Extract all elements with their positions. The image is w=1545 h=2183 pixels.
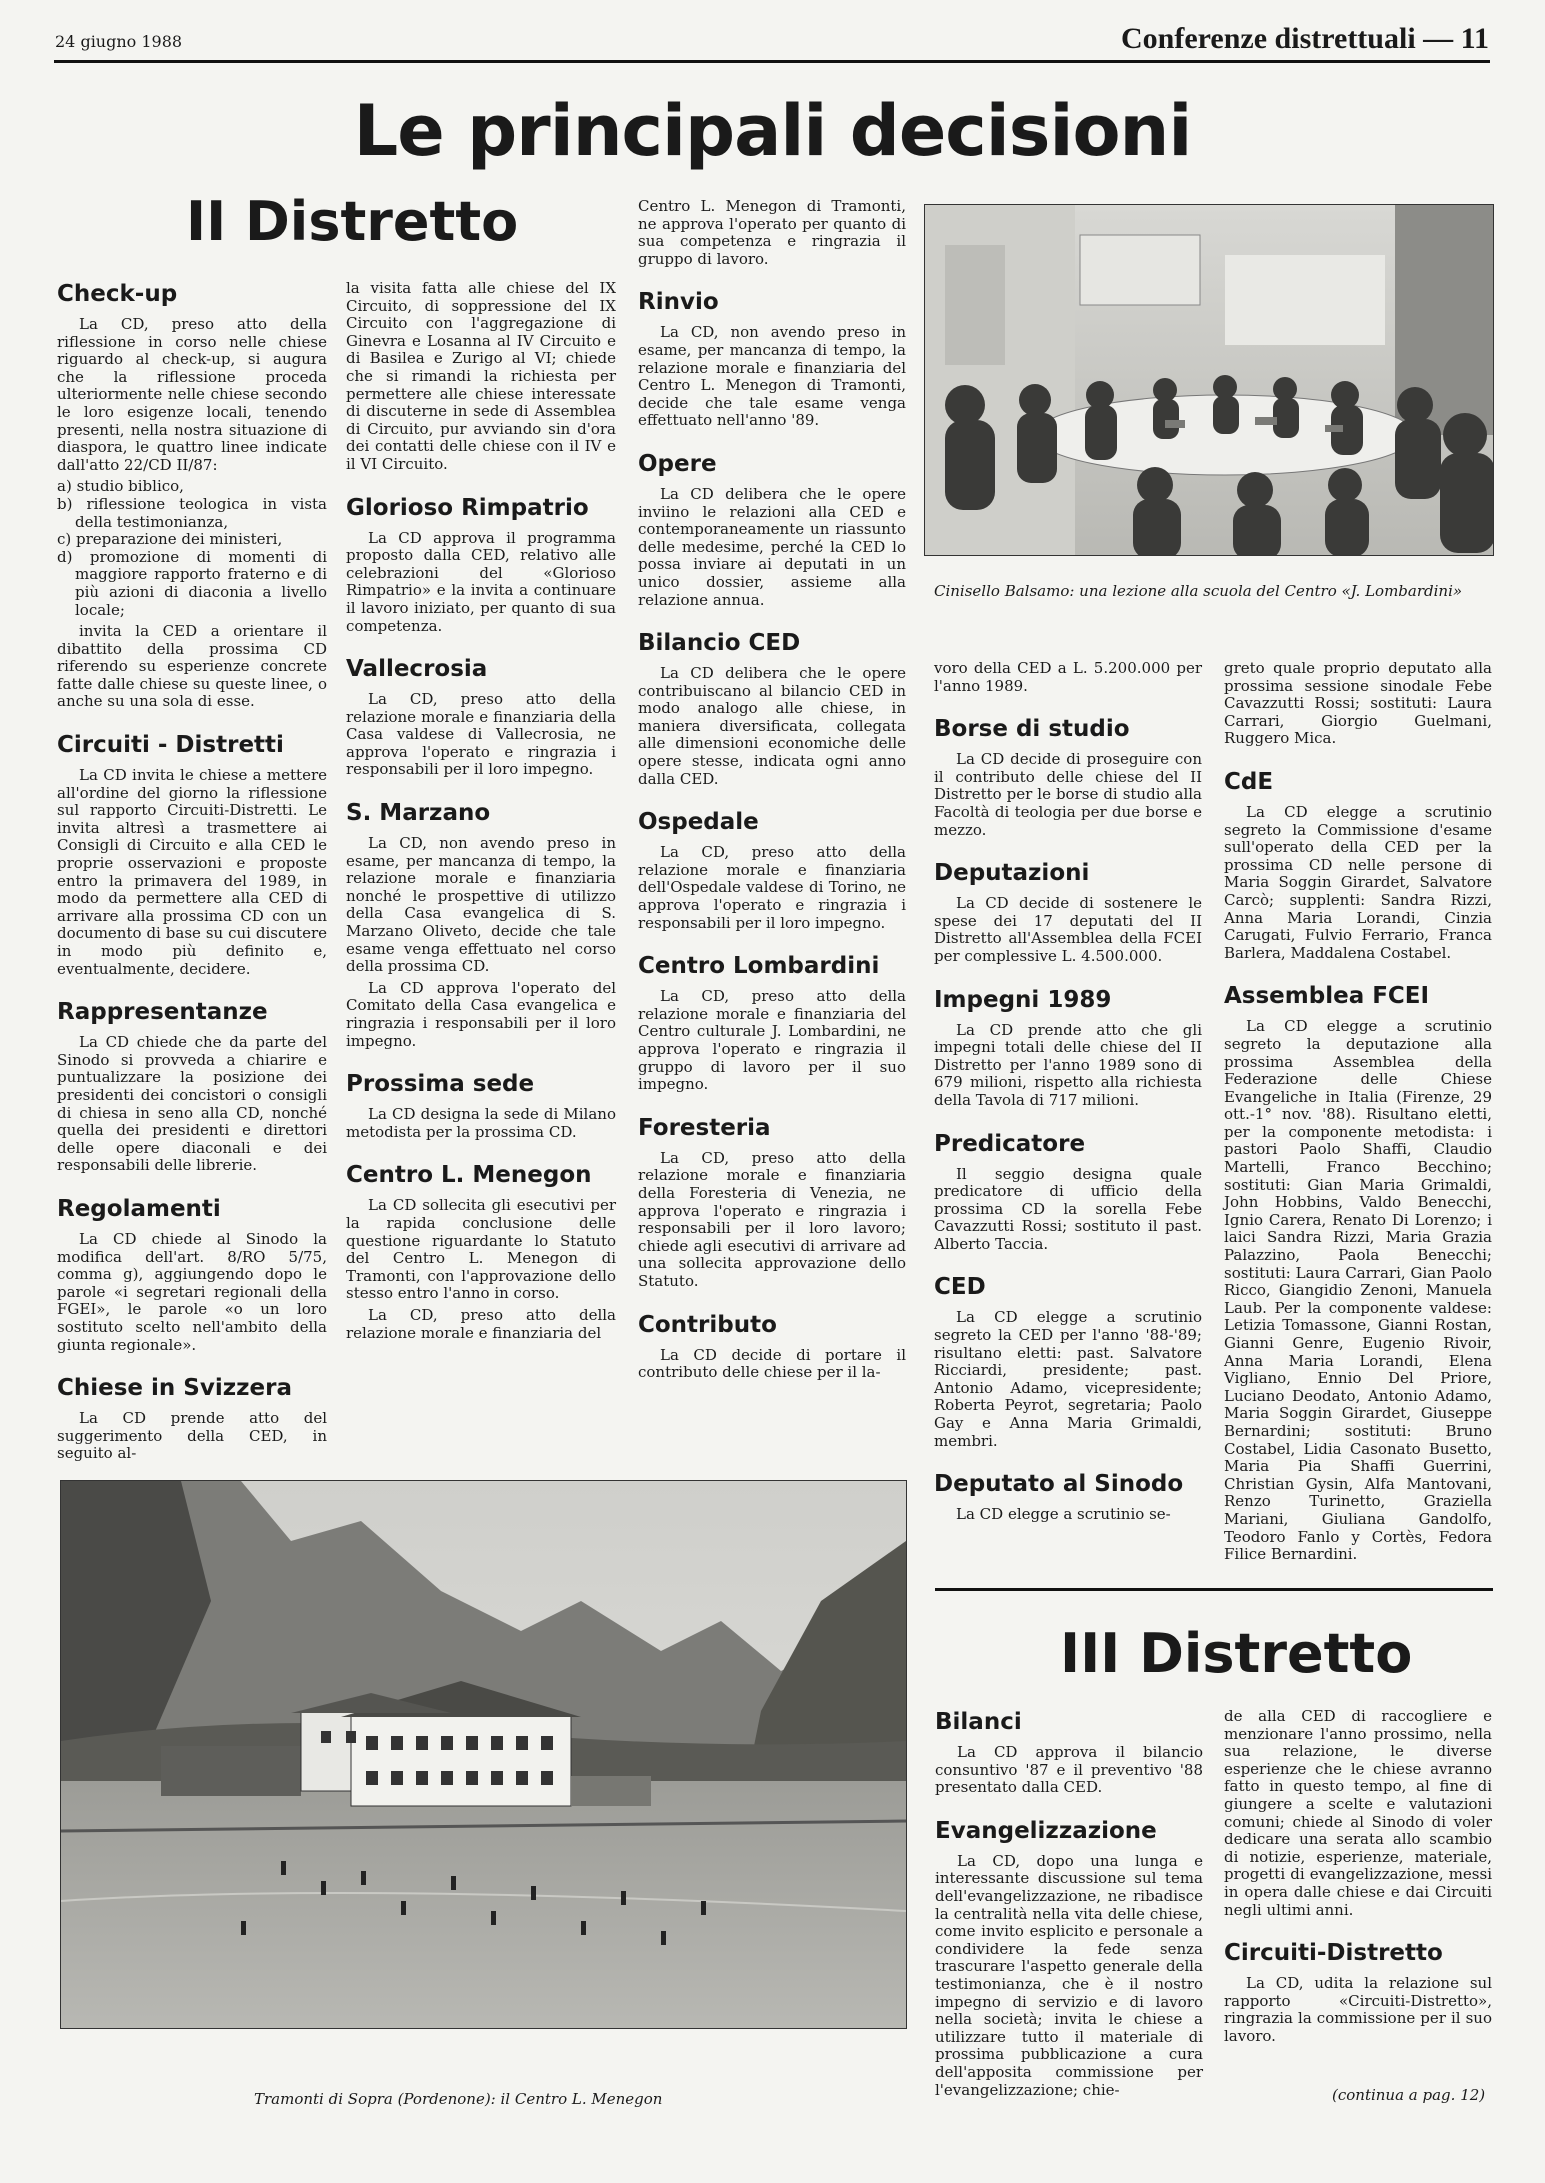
- article-heading: Foresteria: [638, 1114, 771, 1141]
- article-paragraph: La CD, non avendo preso in esame, per mancanza di tempo, la relazione morale e finanziaria nonché le prospettive di utilizzo della Casa evangelica di S. Marzano Oliveto, decide che tale esame venga effettuato nel corso della prossima CD.: [346, 834, 616, 976]
- article-section: [346, 494, 616, 636]
- article-paragraph: La CD, preso atto della relazione morale e finanziaria del Centro culturale J. Lombardini, ne approva l'operato e ringrazia il gruppo di lavoro per il suo impegno.: [638, 987, 906, 1094]
- article-paragraph: Il seggio designa quale predicatore di ufficio della prossima CD la sorella Febe Cavazzutti Rossi; sostituto il past. Alberto Taccia.: [934, 1164, 1202, 1253]
- article-paragraph: la visita fatta alle chiese del IX Circuito, di soppressione del IX Circuito con l'aggregazione di Ginevra e Losanna al IV Circuito e di Basilea e Zurigo al VI; chiede che si rimandi la richiesta per permettere alle chiese interessate di discuterne in sede di Assemblea di Circuito, pur avviando sin d'ora dei contatti delle chiese con il IV e il VI Circuito.: [346, 279, 616, 473]
- article-paragraph: La CD delibera che le opere contribuiscano al bilancio CED in modo analogo alle chiese, in maniera diversificata, collegata alle dimensioni economiche delle opere stesse, indicata ogni anno dalla CED.: [638, 664, 906, 788]
- article-section: [934, 1470, 1202, 1524]
- header-rule: [54, 60, 1490, 63]
- article-paragraph: La CD, preso atto della relazione morale e finanziaria dell'Ospedale valdese di Torino, ne approva l'operato e ringrazia i responsabili per il loro impegno.: [638, 843, 906, 932]
- article-section: [346, 799, 616, 1050]
- article-paragraph: La CD, preso atto della relazione morale e finanziaria del: [346, 1305, 616, 1342]
- article-paragraph: La CD elegge a scrutinio se-: [956, 1505, 1171, 1524]
- article-section: [1224, 982, 1492, 1563]
- article-paragraph: La CD designa la sede di Milano metodista per la prossima CD.: [346, 1105, 616, 1141]
- article-heading: Vallecrosia: [346, 656, 488, 683]
- article-section: [638, 450, 906, 609]
- article-section: [57, 1374, 327, 1463]
- photo-centro-menegon-caption: Tramonti di Sopra (Pordenone): il Centro L. Menegon: [254, 2090, 663, 2108]
- article-heading: Centro L. Menegon: [346, 1162, 592, 1189]
- article-heading: S. Marzano: [346, 800, 491, 827]
- article-paragraph: La CD invita le chiese a mettere all'ordine del giorno la riflessione sul rapporto Circuiti-Distretti. Le invita altresì a trasmettere ai Consigli di Circuito e alla CED le proprie osservazioni e proposte entro la primavera del 1989, in modo da permettere alla CED di arrivare alla prossima CD con un documento di base su cui discutere in modo più definito e, eventualmente, decidere.: [57, 766, 327, 978]
- article-paragraph: de alla CED di raccogliere e menzionare l'anno prossimo, nella sua relazione, le diverse esperienze che le chiese avranno fatto in questo tempo, al fine di giungere a scelte e valutazioni comuni; chiede al Sinodo di voler dedicare una serata allo scambio di notizie, esperienze, materiale, progetti di evangelizzazione, messi in opera dalle chiese e dai Circuiti negli ultimi anni.: [1224, 1707, 1492, 1919]
- article-heading: Rappresentanze: [57, 999, 268, 1026]
- article-column-5: [1224, 660, 1492, 1584]
- article-section: [934, 1273, 1202, 1450]
- article-heading: CdE: [1224, 768, 1274, 795]
- article-heading: Chiese in Svizzera: [57, 1375, 292, 1402]
- article-heading: Borse di studio: [934, 716, 1130, 743]
- article-section: [1224, 660, 1492, 748]
- article-paragraph: La CD approva il bilancio consuntivo '87 e il preventivo '88 presentato dalla CED.: [935, 1743, 1203, 1797]
- article-paragraph: La CD sollecita gli esecutivi per la rapida conclusione delle questione riguardante lo Statuto del Centro L. Menegon di Tramonti, con l'approvazione dello stesso entro l'anno in corso.: [346, 1196, 616, 1303]
- article-section: [346, 1070, 616, 1141]
- article-column-2: [346, 280, 616, 1362]
- article-section: [638, 288, 906, 430]
- article-section: [934, 986, 1202, 1110]
- article-paragraph: La CD chiede che da parte del Sinodo si provveda a chiarire e puntualizzare la posizione dei presidenti dei concistori o consigli di chiesa in seno alla CD, nonché quella dei presidenti e direttori delle opere diaconali e dei responsabili delle librerie.: [57, 1033, 327, 1175]
- article-paragraph: La CD, preso atto della relazione morale e finanziaria della Foresteria di Venezia, ne approva l'operato e ringrazia i responsabili per il loro lavoro; chiede agli esecutivi di arrivare ad una sollecita approvazione dello Statuto.: [638, 1148, 906, 1290]
- article-section: [935, 1817, 1203, 2099]
- article-section: [57, 998, 327, 1175]
- article-section: [934, 660, 1202, 695]
- article-heading: Deputato al Sinodo: [934, 1471, 1184, 1498]
- article-list-item: a) studio biblico,: [57, 477, 184, 496]
- article-section: [346, 1161, 616, 1342]
- article-heading: Deputazioni: [934, 860, 1090, 887]
- article-paragraph: greto quale proprio deputato alla prossima sessione sinodale Febe Cavazzutti Rossi; sostituti: Laura Carrari, Giorgio Guelmani, Ruggero Mica.: [1224, 659, 1492, 748]
- article-heading: Bilancio CED: [638, 630, 801, 657]
- article-paragraph: La CD decide di proseguire con il contributo delle chiese del II Distretto per le borse di studio alla Facoltà di teologia per due borse e mezzo.: [934, 750, 1202, 839]
- article-paragraph: La CD prende atto del suggerimento della CED, in seguito al-: [57, 1409, 327, 1463]
- article-paragraph: La CD prende atto che gli impegni totali delle chiese del II Distretto per l'anno 1989 sono di 679 milioni, rispetto alla richiesta della Tavola di 717 milioni.: [934, 1020, 1202, 1109]
- article-paragraph: La CD, dopo una lunga e interessante discussione sul tema dell'evangelizzazione, ne ribadisce la centralità nella vita delle chiese, come invito esplicito e personale a condividere la fede senza trascurare l'aspetto generale della testimonianza, che è il nostro impegno di servizio e di lavoro nella società; invita le chiese a utilizzare tutto il materiale di prossima pubblicazione a cura dell'apposita commissione per l'evangelizzazione; chie-: [935, 1851, 1203, 2099]
- classroom-photo-image: [925, 205, 1493, 555]
- article-section: [638, 198, 906, 268]
- photo-classroom-caption: Cinisello Balsamo: una lezione alla scuola del Centro «J. Lombardini»: [934, 582, 1463, 600]
- article-heading: Contributo: [638, 1311, 777, 1338]
- article-heading: Circuiti-Distretto: [1224, 1940, 1443, 1967]
- article-paragraph: La CD elegge a scrutinio segreto la deputazione alla prossima Assemblea della Federazione delle Chiese Evangeliche in Italia (Firenze, 29 ott.-1° nov. '88). Risultano eletti, per la componente metodista: i pastori Paolo Shaffi, Claudio Martelli, Franco Becchino; sostituti: Gian Maria Grimaldi, John Hobbins, Valdo Benecchi, Ignio Carera, Renato Di Lorenzo; i laici Sandra Rizzi, Maria Grazia Palazzino, Paola Benecchi; sostituti: Laura Carrari, Gian Paolo Ricco, Giangidio Zenoni, Manuela Laub. Per la componente valdese: Letizia Tomassone, Gianni Rostan, Gianni Genre, Eugenio Rivoir, Anna Maria Lorandi, Elena Vigliano, Ennio Del Priore, Luciano Deodato, Antonio Adamo, Maria Soggin Girardet, Giuseppe Bernardini; sostituti: Bruno Costabel, Lidia Casonato Busetto, Maria Pia Shaffi Guerrini, Christian Gysin, Alfa Mantovani, Renzo Turinetto, Graziella Mariani, Giuliana Gandolfo, Teodoro Fanlo y Cortès, Fedora Filice Bernardini.: [1224, 1017, 1492, 1564]
- article-list-item: d) promozione di momenti di maggiore rapporto fraterno e di più azioni di diaconia a livello locale;: [57, 547, 327, 619]
- article-section: [57, 731, 327, 978]
- article-column-6: [935, 1708, 1203, 2119]
- article-heading: Evangelizzazione: [935, 1817, 1157, 1844]
- article-section: [638, 1114, 906, 1291]
- article-heading: Predicatore: [934, 1130, 1086, 1157]
- article-section: [57, 1195, 327, 1354]
- article-section: [638, 952, 906, 1094]
- article-paragraph: La CD decide di sostenere le spese dei 17 deputati del II Distretto all'Assemblea della FCEI per complessive L. 4.500.000.: [934, 894, 1202, 965]
- article-section: [57, 280, 327, 711]
- article-heading: Prossima sede: [346, 1071, 535, 1098]
- article-section: [346, 655, 616, 779]
- article-section: [934, 1130, 1202, 1254]
- article-section: [934, 715, 1202, 839]
- article-paragraph: La CD approva l'operato del Comitato della Casa evangelica e ringrazia i responsabili per il loro impegno.: [346, 978, 616, 1050]
- section-title: Conferenze distrettuali — 11: [1120, 22, 1489, 55]
- article-section: [935, 1708, 1203, 1797]
- article-paragraph: La CD, preso atto della relazione morale e finanziaria della Casa valdese di Vallecrosia, ne approva l'operato e ringrazia i responsabili per il loro impegno.: [346, 690, 616, 779]
- continued-note: (continua a pag. 12): [1332, 2086, 1486, 2104]
- article-list-item: c) preparazione dei ministeri,: [57, 530, 283, 549]
- photo-centro-menegon: [60, 1480, 907, 2029]
- article-paragraph: La CD, preso atto della riflessione in corso nelle chiese riguardo al check-up, si augura che la riflessione proceda ulteriormente nelle chiese secondo le loro esigenze locali, tenendo presenti, nella nostra situazione di diaspora, le quattro linee indicate dall'atto 22/CD II/87:: [57, 315, 327, 474]
- article-list-item: b) riflessione teologica in vista della testimonianza,: [57, 494, 327, 531]
- article-section: [1224, 1939, 1492, 2045]
- main-headline: Le principali decisioni: [353, 90, 1192, 172]
- article-section: [934, 859, 1202, 965]
- article-heading: Rinvio: [638, 289, 719, 316]
- article-paragraph: La CD elegge a scrutinio segreto la CED per l'anno '88-'89; risultano eletti: past. Salvatore Ricciardi, presidente; past. Antonio Adamo, vicepresidente; Roberta Peyrot, segretaria; Paolo Gay e Anna Maria Grimaldi, membri.: [934, 1308, 1202, 1450]
- article-heading: Centro Lombardini: [638, 953, 880, 980]
- article-heading: Check-up: [57, 281, 178, 307]
- article-heading: Glorioso Rimpatrio: [346, 494, 589, 521]
- article-heading: Circuiti - Distretti: [57, 732, 284, 759]
- article-column-3: [638, 198, 906, 1402]
- district-3-title: III Distretto: [1060, 1622, 1413, 1685]
- article-heading: CED: [934, 1274, 986, 1301]
- section-divider: [935, 1588, 1493, 1591]
- article-paragraph: invita la CED a orientare il dibattito della prossima CD riferendo su esperienze concrete fatte dalle chiese su queste linee, o anche su una sola di esse.: [57, 622, 327, 711]
- article-column-1: [57, 280, 327, 1483]
- article-section: [638, 629, 906, 788]
- article-paragraph: Centro L. Menegon di Tramonti, ne approva l'operato per quanto di sua competenza e ringrazia il gruppo di lavoro.: [638, 197, 906, 268]
- article-section: [1224, 768, 1492, 962]
- article-heading: Opere: [638, 450, 717, 477]
- centro-menegon-photo-image: [61, 1481, 906, 2028]
- article-paragraph: La CD approva il programma proposto dalla CED, relativo alle celebrazioni del «Glorioso Rimpatrio» e la invita a continuare il lavoro iniziato, per quanto di sua competenza.: [346, 528, 616, 635]
- article-paragraph: La CD chiede al Sinodo la modifica dell'art. 8/RO 5/75, comma g), aggiungendo dopo le parole «i segretari regionali della FGEI», le parole «o un loro sostituto scelto nell'ambito della giunta regionale».: [57, 1229, 327, 1354]
- article-heading: Ospedale: [638, 809, 759, 836]
- article-paragraph: La CD decide di portare il contributo delle chiese per il la-: [638, 1345, 906, 1382]
- article-section: [1224, 1708, 1492, 1919]
- article-heading: Impegni 1989: [934, 986, 1112, 1013]
- article-paragraph: La CD delibera che le opere inviino le relazioni alla CED e contemporaneamente un riassunto delle medesime, perché la CED lo possa inviare ai deputati in un unico dossier, assieme alla relazione annua.: [638, 484, 906, 609]
- article-heading: Assemblea FCEI: [1224, 983, 1430, 1010]
- article-heading: Regolamenti: [57, 1195, 221, 1222]
- article-heading: Bilanci: [935, 1709, 1022, 1735]
- article-section: [346, 280, 616, 474]
- article-paragraph: La CD, udita la relazione sul rapporto «Circuiti-Distretto», ringrazia la commissione per il suo lavoro.: [1224, 1974, 1492, 2045]
- article-paragraph: La CD, non avendo preso in esame, per mancanza di tempo, la relazione morale e finanziaria del Centro L. Menegon di Tramonti, decide che tale esame venga effettuato nell'anno '89.: [638, 323, 906, 430]
- article-list: [57, 478, 327, 619]
- article-column-7: [1224, 1708, 1492, 2066]
- issue-date: 24 giugno 1988: [55, 32, 183, 51]
- article-paragraph: La CD elegge a scrutinio segreto la Commissione d'esame sull'operato della CED per la prossima CD nelle persone di Maria Soggin Girardet, Salvatore Carcò; supplenti: Sandra Rizzi, Anna Maria Lorandi, Cinzia Carugati, Fulvio Ferrario, Franca Barlera, Maddalena Costabel.: [1224, 802, 1492, 962]
- article-section: [638, 808, 906, 932]
- photo-classroom: [924, 204, 1494, 556]
- article-paragraph: voro della CED a L. 5.200.000 per l'anno 1989.: [934, 659, 1202, 695]
- article-column-4: [934, 660, 1202, 1544]
- district-2-title: II Distretto: [186, 190, 519, 253]
- article-section: [638, 1311, 906, 1382]
